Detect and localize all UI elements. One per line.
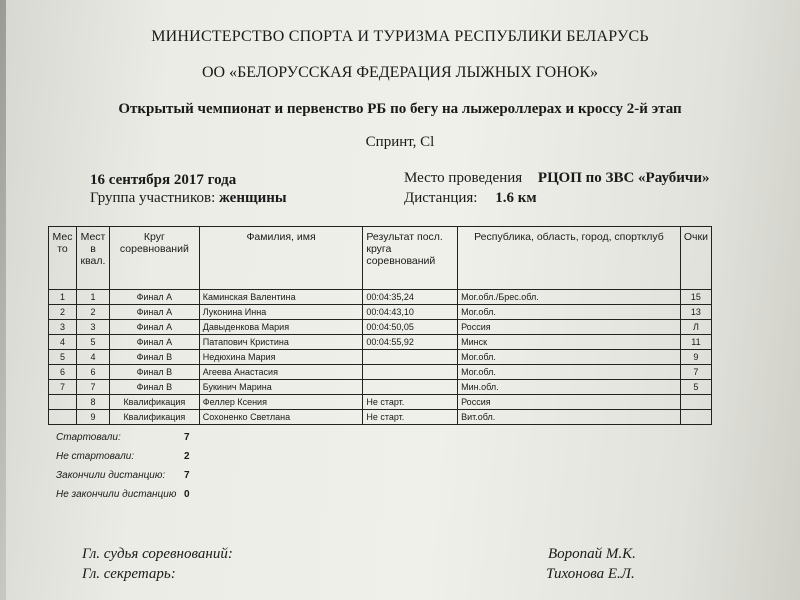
distance-value: 1.6 км <box>495 190 537 206</box>
cell-name: Феллер Ксения <box>199 395 363 410</box>
cell-place: 7 <box>49 380 77 395</box>
cell-result: 00:04:50,05 <box>363 320 458 335</box>
judge-name: Воропай М.К. <box>548 546 636 562</box>
cell-place: 3 <box>49 320 77 335</box>
stat-row <box>56 489 190 508</box>
cell-place: 1 <box>49 290 77 305</box>
results-table <box>48 226 712 425</box>
table-header-row <box>49 227 712 290</box>
stats-block <box>56 432 190 508</box>
cell-region: Вит.обл. <box>458 410 681 425</box>
cell-round: Финал В <box>109 380 199 395</box>
table-row <box>49 320 712 335</box>
cell-region: Мог.обл. <box>458 305 681 320</box>
cell-name: Патапович Кристина <box>199 335 363 350</box>
venue-label: Место проведения <box>404 170 523 186</box>
col-name: Фамилия, имя <box>199 227 363 290</box>
group-label: Группа участников: <box>90 190 216 206</box>
cell-name: Букинич Марина <box>199 380 363 395</box>
cell-round: Финал А <box>109 290 199 305</box>
cell-place <box>49 410 77 425</box>
cell-region: Мог.обл./Брес.обл. <box>458 290 681 305</box>
cell-result <box>363 380 458 395</box>
cell-points: Л <box>680 320 711 335</box>
col-result: Результат посл. круга соревнований <box>363 227 458 290</box>
cell-round: Квалификация <box>109 395 199 410</box>
participant-group <box>90 190 287 207</box>
cell-region: Россия <box>458 320 681 335</box>
cell-name: Сохоненко Светлана <box>199 410 363 425</box>
stat-label: Не стартовали: <box>56 451 135 462</box>
cell-qual-place: 1 <box>76 290 109 305</box>
cell-round: Финал А <box>109 335 199 350</box>
cell-region: Мин.обл. <box>458 380 681 395</box>
federation-title: ОО «БЕЛОРУССКАЯ ФЕДЕРАЦИЯ ЛЫЖНЫХ ГОНОК» <box>201 64 598 81</box>
stat-value: 2 <box>184 451 190 462</box>
cell-region: Россия <box>458 395 681 410</box>
cell-points: 9 <box>680 350 711 365</box>
col-points: Очки <box>680 227 711 290</box>
table-row <box>49 290 712 305</box>
cell-round: Квалификация <box>109 410 199 425</box>
table-row <box>49 410 712 425</box>
cell-points <box>680 410 711 425</box>
table-row <box>49 395 712 410</box>
cell-qual-place: 6 <box>76 365 109 380</box>
distance-label: Дистанция: <box>404 190 478 206</box>
cell-qual-place: 8 <box>76 395 109 410</box>
cell-name: Каминская Валентина <box>199 290 363 305</box>
cell-qual-place: 7 <box>76 380 109 395</box>
table-row <box>49 350 712 365</box>
cell-qual-place: 5 <box>76 335 109 350</box>
distance <box>404 190 537 207</box>
stat-value: 0 <box>184 489 190 500</box>
cell-points: 13 <box>680 305 711 320</box>
cell-result: Не старт. <box>363 410 458 425</box>
group-value: женщины <box>219 190 287 206</box>
cell-name: Давыденкова Мария <box>199 320 363 335</box>
cell-result <box>363 365 458 380</box>
venue <box>404 170 709 187</box>
cell-round: Финал В <box>109 365 199 380</box>
table-row <box>49 305 712 320</box>
cell-round: Финал В <box>109 350 199 365</box>
secretary-label: Гл. секретарь: <box>82 566 176 582</box>
cell-round: Финал А <box>109 305 199 320</box>
stat-row <box>56 432 190 451</box>
cell-points <box>680 395 711 410</box>
cell-result: 00:04:43,10 <box>363 305 458 320</box>
cell-points: 7 <box>680 365 711 380</box>
cell-result <box>363 350 458 365</box>
cell-points: 11 <box>680 335 711 350</box>
stat-row <box>56 470 190 489</box>
cell-round: Финал А <box>109 320 199 335</box>
cell-place <box>49 395 77 410</box>
stat-label: Не закончили дистанцию <box>56 489 177 500</box>
stat-value: 7 <box>184 470 190 481</box>
cell-place: 6 <box>49 365 77 380</box>
table-row <box>49 335 712 350</box>
cell-name: Агеева Анастасия <box>199 365 363 380</box>
cell-name: Недюхина Мария <box>199 350 363 365</box>
cell-place: 5 <box>49 350 77 365</box>
discipline-title: Спринт, Cl <box>365 134 435 150</box>
col-qual-place: Мест в квал. <box>76 227 109 290</box>
event-date: 16 сентября 2017 года <box>90 172 237 188</box>
cell-qual-place: 4 <box>76 350 109 365</box>
stat-row <box>56 451 190 470</box>
cell-region: Мог.обл. <box>458 350 681 365</box>
judge-label: Гл. судья соревнований: <box>82 546 233 562</box>
venue-value: РЦОП по ЗВС «Раубичи» <box>537 170 710 186</box>
col-round: Круг соревнований <box>109 227 199 290</box>
cell-result: 00:04:55,92 <box>363 335 458 350</box>
ministry-title: МИНИСТЕРСТВО СПОРТА И ТУРИЗМА РЕСПУБЛИКИ БЕЛАРУСЬ <box>151 28 649 45</box>
cell-points: 15 <box>680 290 711 305</box>
stat-label: Стартовали: <box>56 432 121 443</box>
cell-result: 00:04:35,24 <box>363 290 458 305</box>
cell-region: Минск <box>458 335 681 350</box>
event-title: Открытый чемпионат и первенство РБ по бегу на лыжероллерах и кроссу 2-й этап <box>118 101 682 117</box>
cell-qual-place: 3 <box>76 320 109 335</box>
stat-value: 7 <box>184 432 190 443</box>
cell-place: 2 <box>49 305 77 320</box>
stat-label: Закончили дистанцию: <box>56 470 166 481</box>
cell-name: Луконина Инна <box>199 305 363 320</box>
secretary-name: Тихонова Е.Л. <box>546 566 635 582</box>
table-row <box>49 365 712 380</box>
col-place: Мес то <box>49 227 77 290</box>
table-row <box>49 380 712 395</box>
cell-place: 4 <box>49 335 77 350</box>
col-region: Республика, область, город, спортклуб <box>458 227 681 290</box>
cell-region: Мог.обл. <box>458 365 681 380</box>
cell-qual-place: 2 <box>76 305 109 320</box>
cell-qual-place: 9 <box>76 410 109 425</box>
cell-points: 5 <box>680 380 711 395</box>
cell-result: Не старт. <box>363 395 458 410</box>
